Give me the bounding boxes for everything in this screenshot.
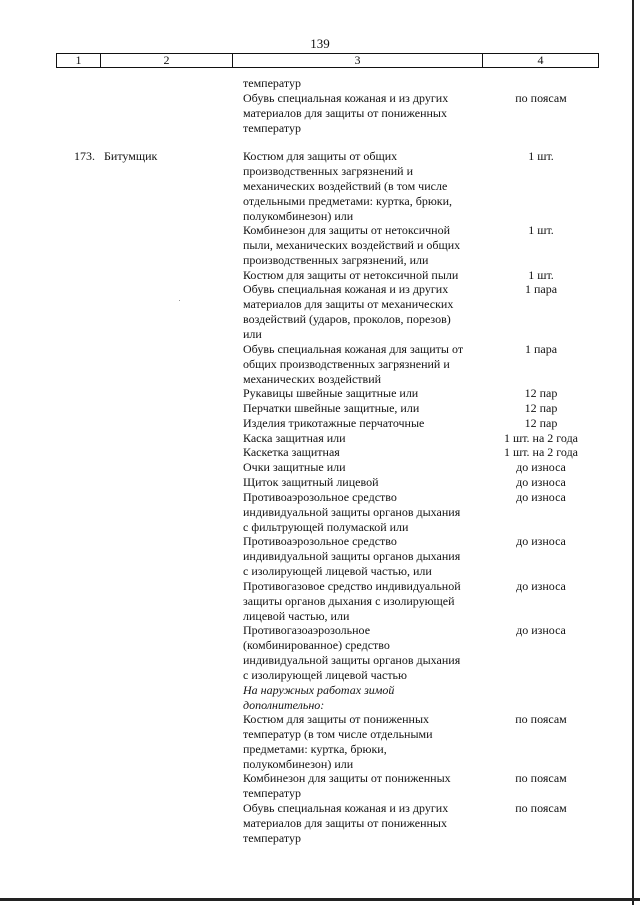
ppe-item	[243, 401, 481, 416]
ppe-item	[243, 342, 481, 387]
item-text-line: Обувь специальная кожаная для защиты от	[243, 341, 464, 356]
item-text-line: Обувь специальная кожаная и из других	[243, 801, 449, 816]
item-text-line: индивидуальной защиты органов дыхания	[243, 549, 461, 564]
issue-norm: до износа	[516, 460, 566, 475]
item-text-line: полукомбинезон) или	[243, 209, 354, 223]
item-text-line: с изолирующей лицевой частью	[243, 668, 407, 683]
item-text-line: механических воздействий (в том числе	[243, 179, 448, 193]
winter-heading-line: дополнительно:	[243, 697, 325, 712]
ppe-item	[243, 712, 481, 772]
item-text-line: температур	[243, 121, 302, 135]
issue-norm: по поясам	[515, 771, 567, 786]
ppe-item	[243, 431, 481, 446]
item-text-line: Костюм для защиты от нетоксичной пыли	[243, 267, 459, 282]
issue-norm: 12 пар	[524, 415, 558, 430]
continuation-item-1	[243, 76, 481, 91]
item-text-line: температур	[243, 786, 302, 801]
ppe-item	[243, 223, 481, 268]
issue-norm: до износа	[516, 489, 566, 504]
ppe-item	[243, 801, 481, 846]
issue-norm: 1 шт.	[528, 223, 554, 238]
ppe-item	[243, 623, 481, 683]
ppe-item	[243, 268, 481, 283]
item-text-line: Комбинезон для защиты от нетоксичной	[243, 223, 451, 238]
issue-norm: 1 шт.	[528, 267, 554, 282]
item-text-line: Очки защитные или	[243, 460, 346, 475]
issue-norm: по поясам	[515, 801, 567, 816]
ppe-item	[243, 282, 481, 342]
item-text-line: индивидуальной защиты органов дыхания	[243, 504, 461, 519]
item-text-line: Изделия трикотажные перчаточные	[243, 415, 425, 430]
issue-norm: 1 пара	[524, 341, 558, 356]
issue-norm: 1 шт. на 2 года	[503, 445, 579, 460]
column-header-1: 1	[57, 54, 101, 68]
item-text-line: материалов для защиты от пониженных	[243, 106, 447, 120]
issue-norm: 12 пар	[524, 386, 558, 401]
item-text-line: индивидуальной защиты органов дыхания	[243, 653, 461, 668]
ppe-item	[243, 445, 481, 460]
item-text-line: Каска защитная или	[243, 430, 346, 445]
page-edge-bottom	[0, 898, 640, 901]
column-header-4: 4	[483, 54, 599, 68]
item-text-line: Каскетка защитная	[243, 445, 340, 460]
item-text-line: температур	[243, 76, 302, 90]
ppe-item	[243, 460, 481, 475]
issue-norm: 1 пара	[524, 282, 558, 297]
column-header-row	[56, 53, 599, 68]
issue-norm: до износа	[516, 475, 566, 490]
item-text-line: Обувь специальная кожаная и из других	[243, 91, 449, 105]
item-text-line: Противоаэрозольное средство	[243, 534, 397, 549]
item-text-line: Противоаэрозольное средство	[243, 489, 397, 504]
issue-norm: до износа	[516, 578, 566, 593]
item-text-line: производственных загрязнений и	[243, 164, 414, 178]
item-text-line: защиты органов дыхания с изолирующей	[243, 593, 455, 608]
continuation-item-2-norm: по поясам	[515, 91, 567, 105]
item-text-line: производственных загрязнений, или	[243, 253, 429, 268]
item-text-line: с фильтрующей полумаской или	[243, 519, 409, 534]
item-text-line: предметами: куртка, брюки,	[243, 742, 387, 757]
item-text-line: пыли, механических воздействий и общих	[243, 238, 461, 253]
item-text-line: температур	[243, 831, 302, 846]
item-text-line: общих производственных загрязнений и	[243, 356, 450, 371]
ppe-item	[243, 490, 481, 535]
continuation-item-2	[243, 91, 481, 136]
issue-norm: 12 пар	[524, 400, 558, 415]
item-text-line: материалов для защиты от механических	[243, 297, 454, 312]
ppe-item	[243, 386, 481, 401]
item-text-line: Рукавицы швейные защитные или	[243, 386, 419, 401]
issue-norm: 1 шт.	[528, 149, 554, 163]
page-edge-right	[632, 0, 634, 905]
winter-heading	[243, 683, 481, 713]
item-text-line: Щиток защитный лицевой	[243, 475, 379, 490]
profession-name: Битумщик	[104, 149, 158, 163]
item-text-line: Перчатки швейные защитные, или	[243, 400, 420, 415]
item-text-line: (комбинированное) средство	[243, 638, 390, 653]
item-number: 173.	[74, 149, 95, 163]
item-text-line: Комбинезон для защиты от пониженных	[243, 771, 451, 786]
winter-heading-line: На наружных работах зимой	[243, 682, 395, 697]
column-header-3: 3	[233, 54, 483, 68]
column-header-2: 2	[101, 54, 233, 68]
ppe-item	[243, 771, 481, 801]
page-number: 139	[310, 36, 330, 51]
ppe-item	[243, 475, 481, 490]
issue-norm: по поясам	[515, 712, 567, 727]
item-text-line: отдельными предметами: куртка, брюки,	[243, 194, 453, 208]
item-text-line: воздействий (ударов, проколов, порезов)	[243, 312, 451, 327]
item-text-line: или	[243, 327, 262, 342]
ppe-item	[243, 149, 481, 224]
ppe-item	[243, 579, 481, 624]
item-text-line: полукомбинезон) или	[243, 757, 354, 772]
item-text-line: Противогазовое средство индивидуальной	[243, 578, 461, 593]
item-text-line: лицевой частью, или	[243, 608, 350, 623]
item-text-line: Костюм для защиты от пониженных	[243, 712, 430, 727]
item-text-line: материалов для защиты от пониженных	[243, 816, 447, 831]
issue-norm: до износа	[516, 534, 566, 549]
issue-norm: до износа	[516, 623, 566, 638]
item-text-line: механических воздействий	[243, 371, 382, 386]
item-text-line: Обувь специальная кожаная и из других	[243, 282, 449, 297]
scan-speck	[179, 300, 180, 301]
issue-norm: 1 шт. на 2 года	[503, 430, 579, 445]
item-text-line: Костюм для защиты от общих	[243, 149, 398, 163]
ppe-item	[243, 416, 481, 431]
ppe-item	[243, 534, 481, 579]
item-text-line: температур (в том числе отдельными	[243, 727, 433, 742]
item-text-line: с изолирующей лицевой частью, или	[243, 564, 432, 579]
item-text-line: Противогазоаэрозольное	[243, 623, 371, 638]
